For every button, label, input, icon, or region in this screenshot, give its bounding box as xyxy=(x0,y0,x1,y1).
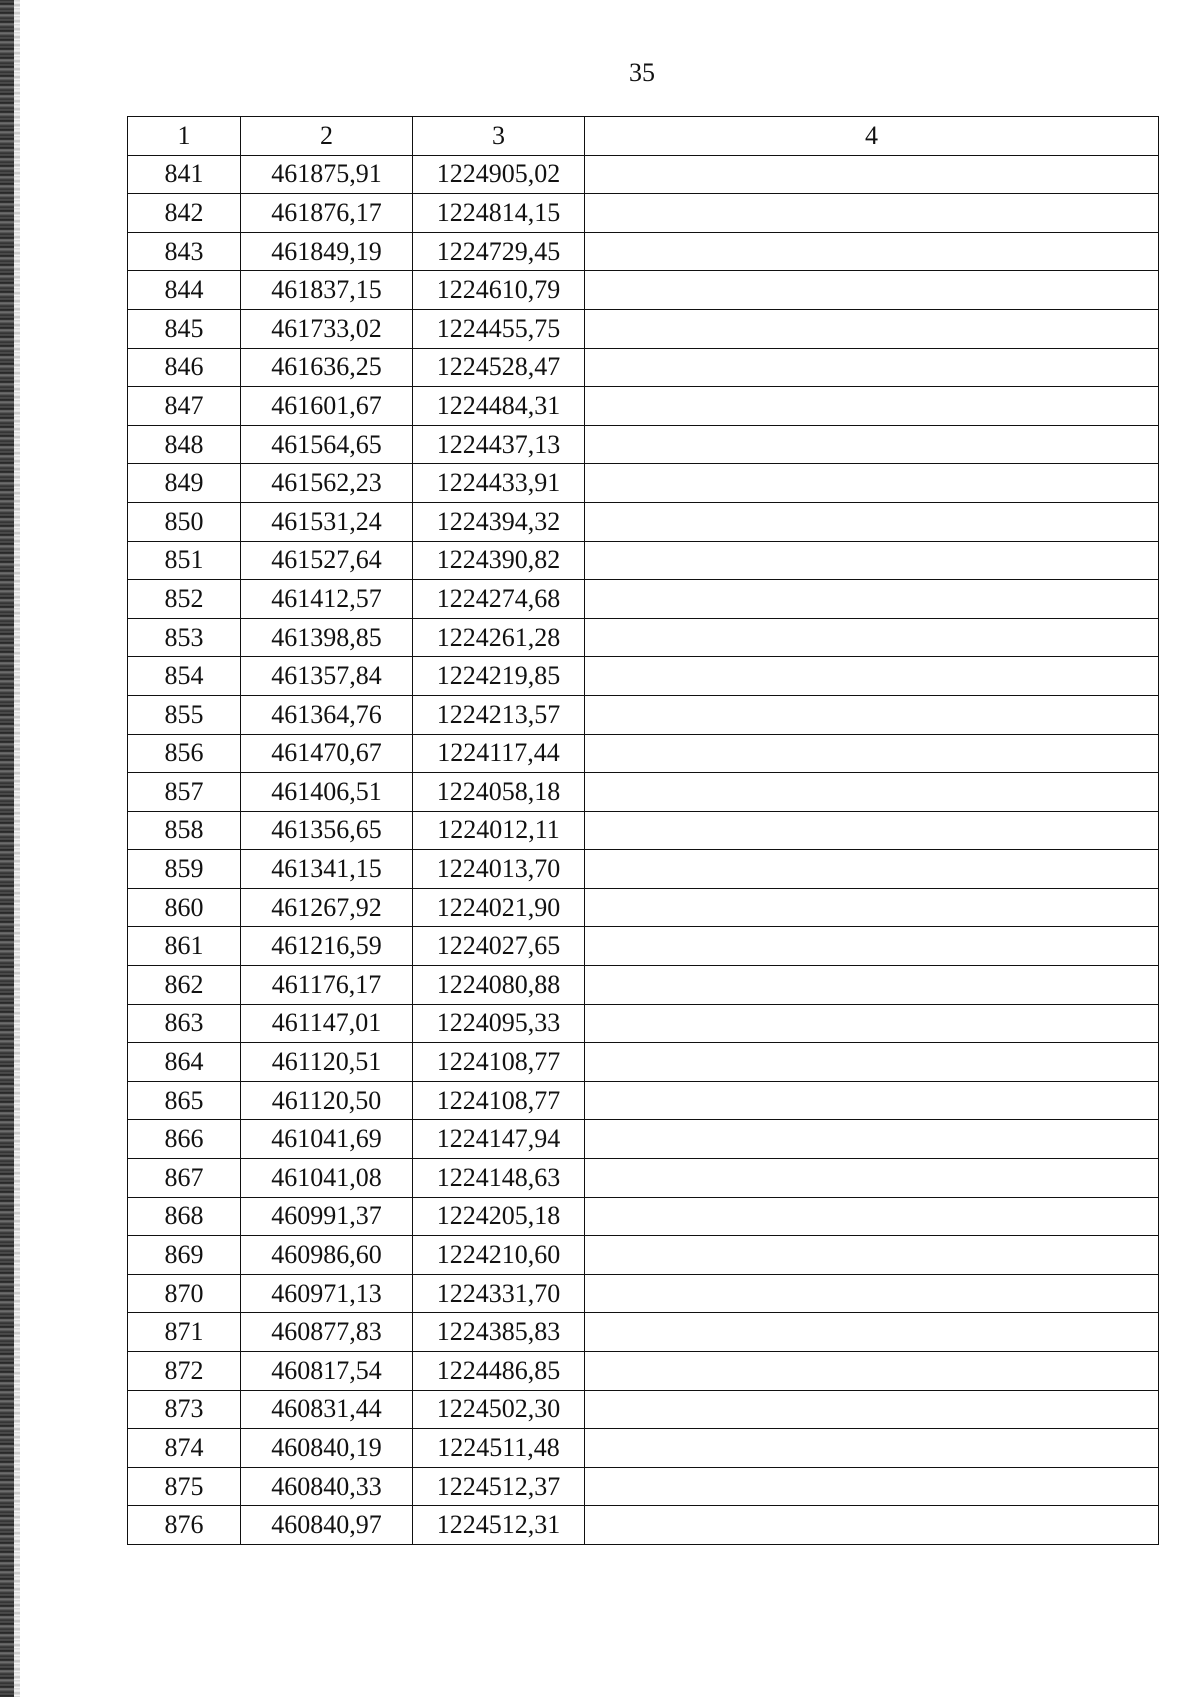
note-cell xyxy=(585,1236,1159,1275)
table-row xyxy=(128,309,1159,348)
point-number-cell: 853 xyxy=(128,618,241,657)
table-row xyxy=(128,155,1159,194)
point-number-cell: 843 xyxy=(128,232,241,271)
point-number-cell: 868 xyxy=(128,1197,241,1236)
note-cell xyxy=(585,1390,1159,1429)
point-number-cell: 845 xyxy=(128,309,241,348)
point-number-cell: 862 xyxy=(128,966,241,1005)
note-cell xyxy=(585,309,1159,348)
y-coordinate-cell: 1224385,83 xyxy=(413,1313,585,1352)
point-number-cell: 850 xyxy=(128,502,241,541)
table-row xyxy=(128,1197,1159,1236)
note-cell xyxy=(585,773,1159,812)
note-cell xyxy=(585,194,1159,233)
table-row xyxy=(128,1043,1159,1082)
x-coordinate-cell: 461398,85 xyxy=(241,618,413,657)
point-number-cell: 854 xyxy=(128,657,241,696)
point-number-cell: 874 xyxy=(128,1429,241,1468)
x-coordinate-cell: 461267,92 xyxy=(241,888,413,927)
x-coordinate-cell: 461357,84 xyxy=(241,657,413,696)
table-row xyxy=(128,1120,1159,1159)
note-cell xyxy=(585,1313,1159,1352)
y-coordinate-cell: 1224148,63 xyxy=(413,1159,585,1198)
y-coordinate-cell: 1224274,68 xyxy=(413,580,585,619)
note-cell xyxy=(585,734,1159,773)
point-number-cell: 841 xyxy=(128,155,241,194)
y-coordinate-cell: 1224528,47 xyxy=(413,348,585,387)
y-coordinate-cell: 1224394,32 xyxy=(413,502,585,541)
table-row xyxy=(128,966,1159,1005)
table-row xyxy=(128,1313,1159,1352)
point-number-cell: 858 xyxy=(128,811,241,850)
y-coordinate-cell: 1224814,15 xyxy=(413,194,585,233)
table-row xyxy=(128,1467,1159,1506)
table-row xyxy=(128,194,1159,233)
point-number-cell: 863 xyxy=(128,1004,241,1043)
table-row xyxy=(128,618,1159,657)
x-coordinate-cell: 461120,50 xyxy=(241,1081,413,1120)
point-number-cell: 876 xyxy=(128,1506,241,1545)
point-number-cell: 855 xyxy=(128,695,241,734)
point-number-cell: 852 xyxy=(128,580,241,619)
table-row xyxy=(128,232,1159,271)
y-coordinate-cell: 1224027,65 xyxy=(413,927,585,966)
note-cell xyxy=(585,888,1159,927)
note-cell xyxy=(585,1120,1159,1159)
table-row xyxy=(128,811,1159,850)
point-number-cell: 851 xyxy=(128,541,241,580)
x-coordinate-cell: 460831,44 xyxy=(241,1390,413,1429)
x-coordinate-cell: 460986,60 xyxy=(241,1236,413,1275)
y-coordinate-cell: 1224610,79 xyxy=(413,271,585,310)
table-row xyxy=(128,734,1159,773)
column-header: 4 xyxy=(585,117,1159,156)
note-cell xyxy=(585,618,1159,657)
y-coordinate-cell: 1224095,33 xyxy=(413,1004,585,1043)
note-cell xyxy=(585,1159,1159,1198)
y-coordinate-cell: 1224511,48 xyxy=(413,1429,585,1468)
note-cell xyxy=(585,927,1159,966)
table-row xyxy=(128,1429,1159,1468)
x-coordinate-cell: 461041,69 xyxy=(241,1120,413,1159)
point-number-cell: 846 xyxy=(128,348,241,387)
x-coordinate-cell: 461356,65 xyxy=(241,811,413,850)
y-coordinate-cell: 1224512,31 xyxy=(413,1506,585,1545)
point-number-cell: 867 xyxy=(128,1159,241,1198)
x-coordinate-cell: 460877,83 xyxy=(241,1313,413,1352)
y-coordinate-cell: 1224905,02 xyxy=(413,155,585,194)
coordinates-table xyxy=(127,116,1159,1545)
column-header: 2 xyxy=(241,117,413,156)
x-coordinate-cell: 461041,08 xyxy=(241,1159,413,1198)
x-coordinate-cell: 461562,23 xyxy=(241,464,413,503)
note-cell xyxy=(585,502,1159,541)
point-number-cell: 860 xyxy=(128,888,241,927)
y-coordinate-cell: 1224210,60 xyxy=(413,1236,585,1275)
table-row xyxy=(128,1159,1159,1198)
point-number-cell: 859 xyxy=(128,850,241,889)
point-number-cell: 864 xyxy=(128,1043,241,1082)
point-number-cell: 871 xyxy=(128,1313,241,1352)
note-cell xyxy=(585,1197,1159,1236)
y-coordinate-cell: 1224117,44 xyxy=(413,734,585,773)
note-cell xyxy=(585,1467,1159,1506)
x-coordinate-cell: 460840,19 xyxy=(241,1429,413,1468)
point-number-cell: 866 xyxy=(128,1120,241,1159)
x-coordinate-cell: 461837,15 xyxy=(241,271,413,310)
table-row xyxy=(128,850,1159,889)
x-coordinate-cell: 461406,51 xyxy=(241,773,413,812)
point-number-cell: 861 xyxy=(128,927,241,966)
table-row xyxy=(128,580,1159,619)
y-coordinate-cell: 1224080,88 xyxy=(413,966,585,1005)
y-coordinate-cell: 1224486,85 xyxy=(413,1352,585,1391)
x-coordinate-cell: 461176,17 xyxy=(241,966,413,1005)
y-coordinate-cell: 1224058,18 xyxy=(413,773,585,812)
x-coordinate-cell: 461470,67 xyxy=(241,734,413,773)
point-number-cell: 842 xyxy=(128,194,241,233)
point-number-cell: 856 xyxy=(128,734,241,773)
x-coordinate-cell: 461147,01 xyxy=(241,1004,413,1043)
column-header: 3 xyxy=(413,117,585,156)
table-row xyxy=(128,657,1159,696)
y-coordinate-cell: 1224484,31 xyxy=(413,387,585,426)
note-cell xyxy=(585,271,1159,310)
table-body xyxy=(128,155,1159,1544)
table-row xyxy=(128,541,1159,580)
table-row xyxy=(128,464,1159,503)
x-coordinate-cell: 461601,67 xyxy=(241,387,413,426)
note-cell xyxy=(585,425,1159,464)
column-header: 1 xyxy=(128,117,241,156)
y-coordinate-cell: 1224021,90 xyxy=(413,888,585,927)
y-coordinate-cell: 1224108,77 xyxy=(413,1081,585,1120)
x-coordinate-cell: 461849,19 xyxy=(241,232,413,271)
point-number-cell: 848 xyxy=(128,425,241,464)
table-row xyxy=(128,888,1159,927)
x-coordinate-cell: 461876,17 xyxy=(241,194,413,233)
note-cell xyxy=(585,811,1159,850)
note-cell xyxy=(585,232,1159,271)
table-row xyxy=(128,502,1159,541)
point-number-cell: 865 xyxy=(128,1081,241,1120)
x-coordinate-cell: 461120,51 xyxy=(241,1043,413,1082)
table-row xyxy=(128,1506,1159,1545)
x-coordinate-cell: 461564,65 xyxy=(241,425,413,464)
x-coordinate-cell: 461531,24 xyxy=(241,502,413,541)
point-number-cell: 873 xyxy=(128,1390,241,1429)
x-coordinate-cell: 460991,37 xyxy=(241,1197,413,1236)
point-number-cell: 872 xyxy=(128,1352,241,1391)
note-cell xyxy=(585,1352,1159,1391)
table-row xyxy=(128,387,1159,426)
table-row xyxy=(128,1081,1159,1120)
x-coordinate-cell: 461216,59 xyxy=(241,927,413,966)
y-coordinate-cell: 1224433,91 xyxy=(413,464,585,503)
y-coordinate-cell: 1224261,28 xyxy=(413,618,585,657)
y-coordinate-cell: 1224147,94 xyxy=(413,1120,585,1159)
x-coordinate-cell: 460840,97 xyxy=(241,1506,413,1545)
point-number-cell: 844 xyxy=(128,271,241,310)
x-coordinate-cell: 461364,76 xyxy=(241,695,413,734)
note-cell xyxy=(585,657,1159,696)
x-coordinate-cell: 461341,15 xyxy=(241,850,413,889)
point-number-cell: 875 xyxy=(128,1467,241,1506)
note-cell xyxy=(585,155,1159,194)
point-number-cell: 857 xyxy=(128,773,241,812)
table-row xyxy=(128,348,1159,387)
table-header-row xyxy=(128,117,1159,156)
note-cell xyxy=(585,695,1159,734)
point-number-cell: 849 xyxy=(128,464,241,503)
y-coordinate-cell: 1224108,77 xyxy=(413,1043,585,1082)
x-coordinate-cell: 461875,91 xyxy=(241,155,413,194)
point-number-cell: 847 xyxy=(128,387,241,426)
note-cell xyxy=(585,966,1159,1005)
y-coordinate-cell: 1224437,13 xyxy=(413,425,585,464)
note-cell xyxy=(585,348,1159,387)
x-coordinate-cell: 461636,25 xyxy=(241,348,413,387)
note-cell xyxy=(585,1429,1159,1468)
note-cell xyxy=(585,1274,1159,1313)
point-number-cell: 870 xyxy=(128,1274,241,1313)
scan-edge-shadow xyxy=(0,0,14,1697)
x-coordinate-cell: 460840,33 xyxy=(241,1467,413,1506)
note-cell xyxy=(585,1081,1159,1120)
y-coordinate-cell: 1224219,85 xyxy=(413,657,585,696)
note-cell xyxy=(585,1004,1159,1043)
scan-edge-noise xyxy=(14,0,20,1697)
y-coordinate-cell: 1224012,11 xyxy=(413,811,585,850)
y-coordinate-cell: 1224013,70 xyxy=(413,850,585,889)
table-row xyxy=(128,695,1159,734)
y-coordinate-cell: 1224390,82 xyxy=(413,541,585,580)
y-coordinate-cell: 1224729,45 xyxy=(413,232,585,271)
page-number: 35 xyxy=(629,58,655,87)
x-coordinate-cell: 461527,64 xyxy=(241,541,413,580)
note-cell xyxy=(585,1043,1159,1082)
x-coordinate-cell: 461733,02 xyxy=(241,309,413,348)
y-coordinate-cell: 1224205,18 xyxy=(413,1197,585,1236)
y-coordinate-cell: 1224213,57 xyxy=(413,695,585,734)
table-row xyxy=(128,271,1159,310)
table-row xyxy=(128,425,1159,464)
note-cell xyxy=(585,464,1159,503)
note-cell xyxy=(585,1506,1159,1545)
y-coordinate-cell: 1224512,37 xyxy=(413,1467,585,1506)
table-row xyxy=(128,927,1159,966)
y-coordinate-cell: 1224502,30 xyxy=(413,1390,585,1429)
note-cell xyxy=(585,541,1159,580)
table-row xyxy=(128,1274,1159,1313)
x-coordinate-cell: 460817,54 xyxy=(241,1352,413,1391)
table-row xyxy=(128,1004,1159,1043)
table-row xyxy=(128,773,1159,812)
point-number-cell: 869 xyxy=(128,1236,241,1275)
x-coordinate-cell: 460971,13 xyxy=(241,1274,413,1313)
table-row xyxy=(128,1390,1159,1429)
y-coordinate-cell: 1224331,70 xyxy=(413,1274,585,1313)
note-cell xyxy=(585,387,1159,426)
note-cell xyxy=(585,850,1159,889)
note-cell xyxy=(585,580,1159,619)
x-coordinate-cell: 461412,57 xyxy=(241,580,413,619)
y-coordinate-cell: 1224455,75 xyxy=(413,309,585,348)
table-row xyxy=(128,1352,1159,1391)
table-row xyxy=(128,1236,1159,1275)
